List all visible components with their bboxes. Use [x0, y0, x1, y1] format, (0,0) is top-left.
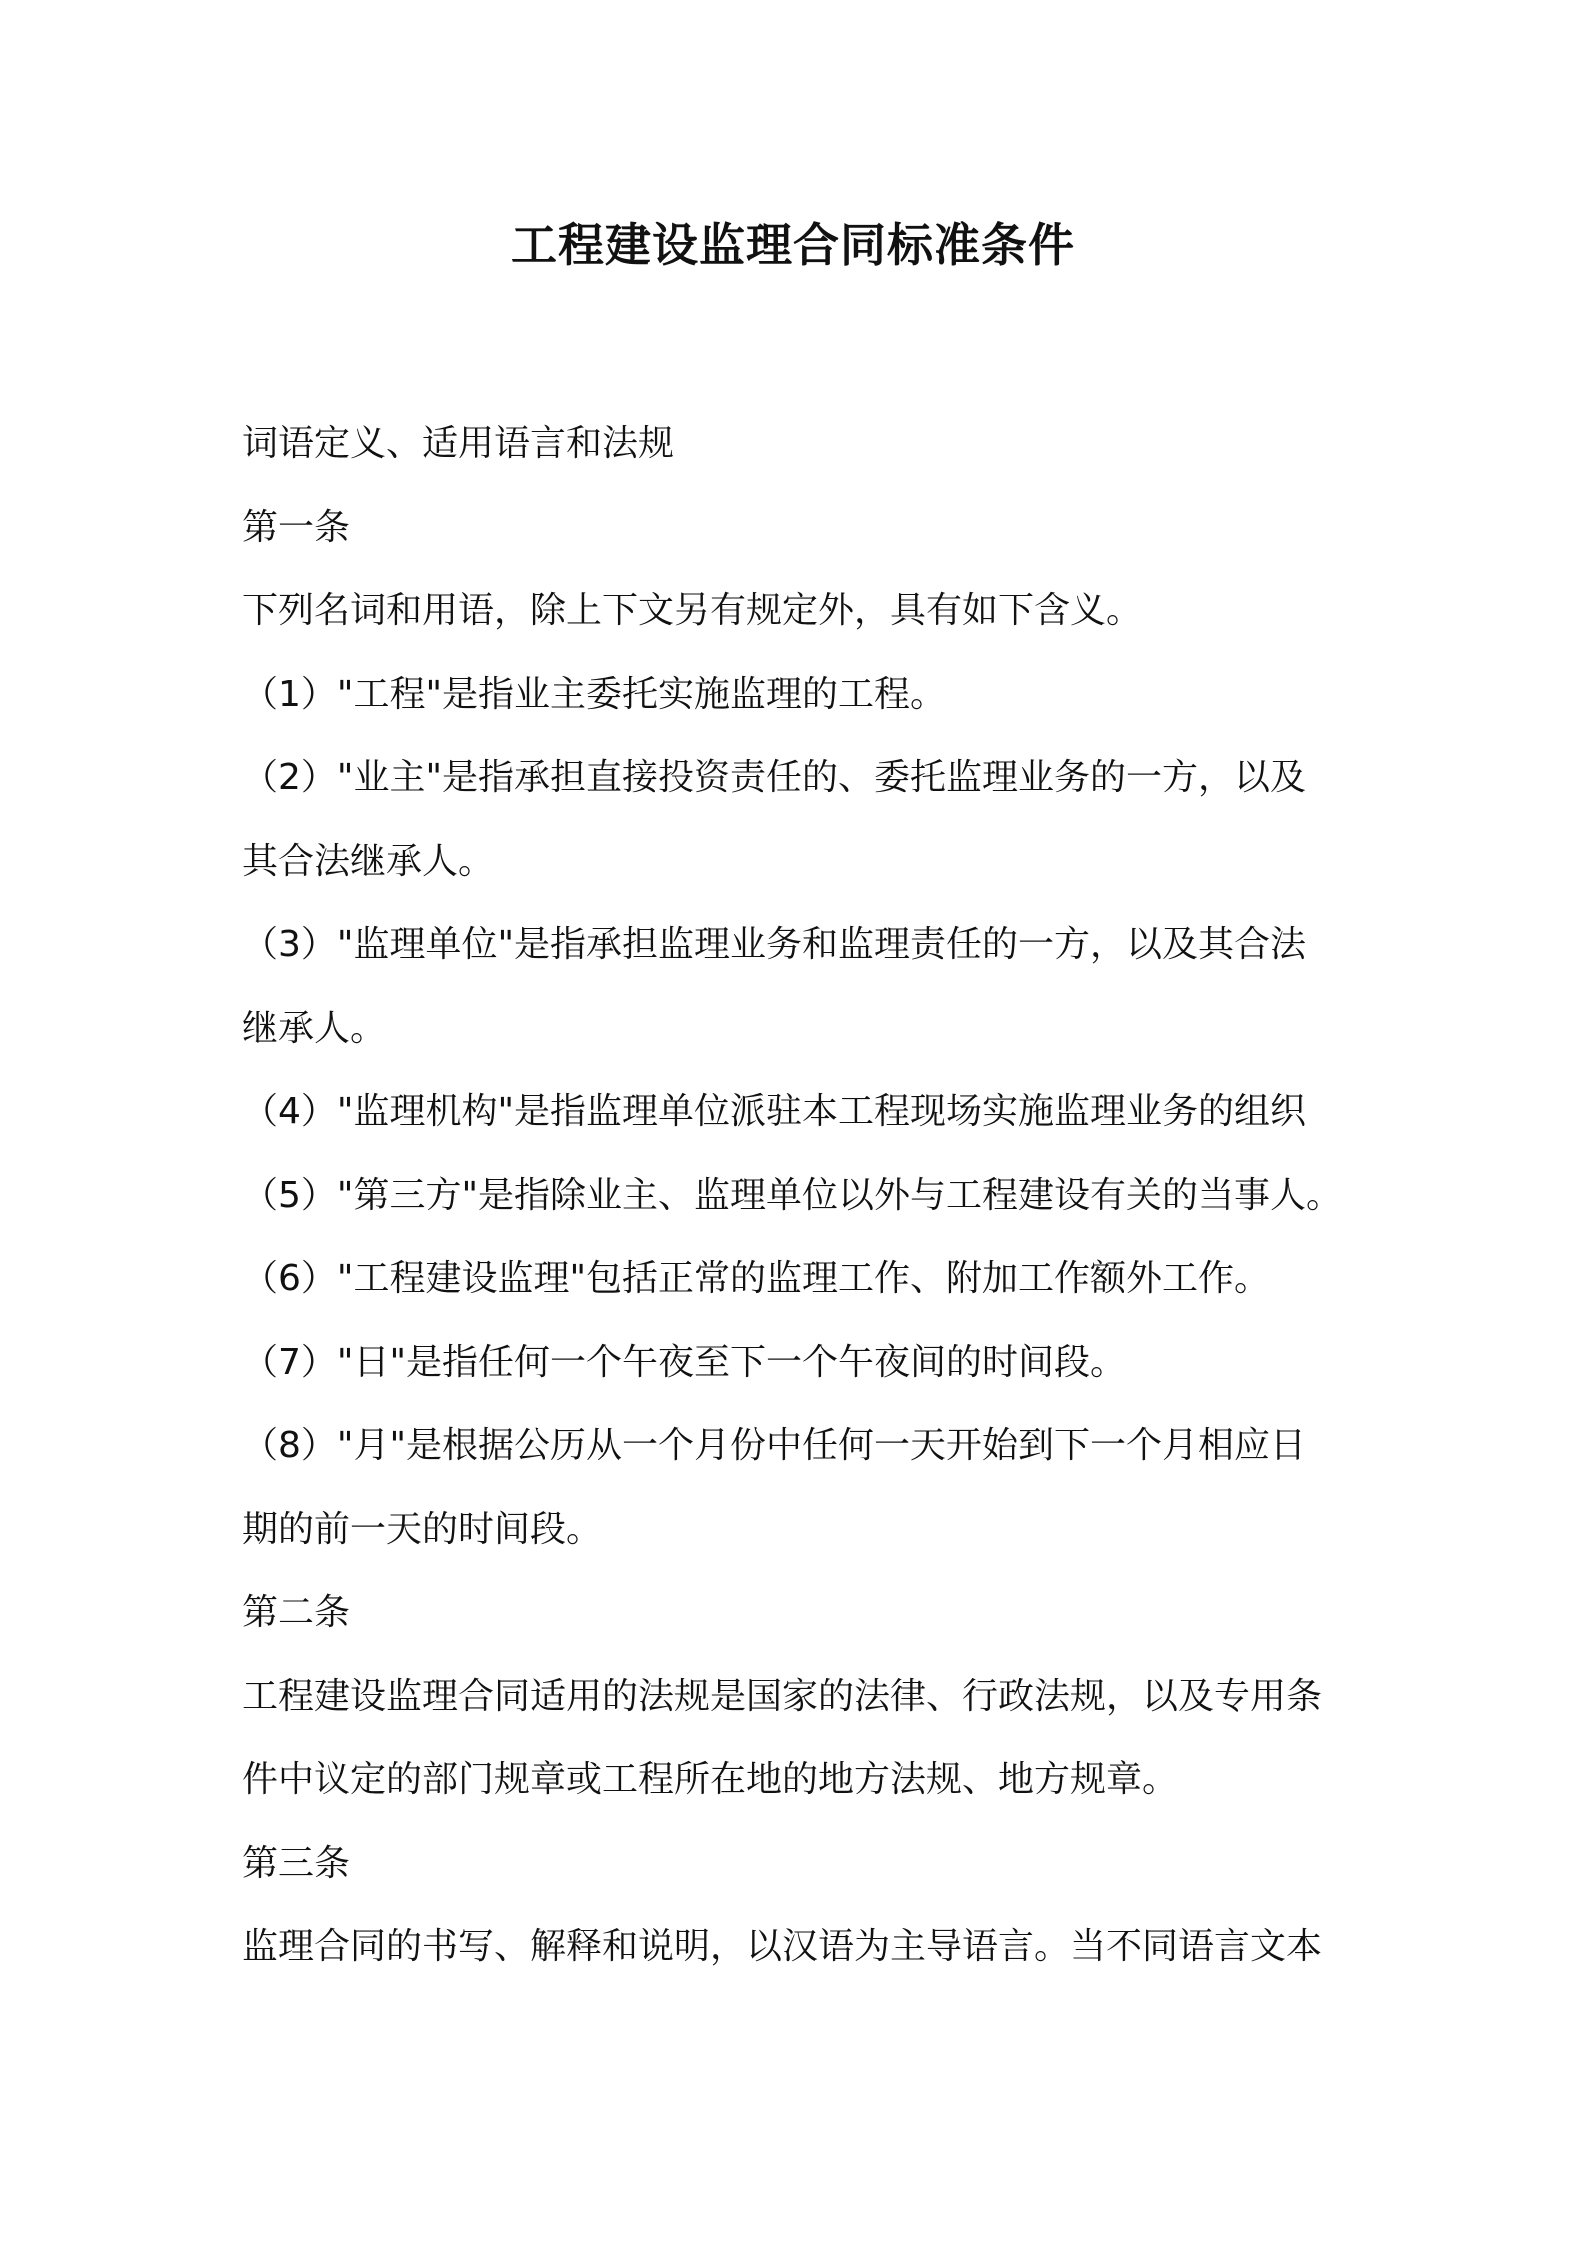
definition-item: （5）"第三方"是指除业主、监理单位以外与工程建设有关的当事人。	[242, 1174, 1343, 1216]
definition-item: （1）"工程"是指业主委托实施监理的工程。	[242, 673, 947, 715]
definition-item: （2）"业主"是指承担直接投资责任的、委托监理业务的一方，以及	[242, 757, 1307, 798]
paragraph-line: 下列名词和用语，除上下文另有规定外，具有如下含义。	[242, 590, 1143, 631]
document-body	[242, 402, 1362, 1989]
section-heading: 词语定义、适用语言和法规	[242, 423, 675, 464]
definition-item: （8）"月"是根据公历从一个月份中任何一天开始到下一个月相应日	[242, 1425, 1307, 1466]
paragraph-line: 期的前一天的时间段。	[242, 1508, 603, 1550]
definition-item: （6）"工程建设监理"包括正常的监理工作、附加工作额外工作。	[242, 1258, 1271, 1299]
definition-item: （7）"日"是指任何一个午夜至下一个午夜间的时间段。	[242, 1341, 1127, 1383]
paragraph-line: 件中议定的部门规章或工程所在地的地方法规、地方规章。	[242, 1759, 1179, 1800]
article-heading: 第一条	[242, 506, 351, 548]
definition-item: （3）"监理单位"是指承担监理业务和监理责任的一方，以及其合法	[242, 924, 1307, 965]
paragraph-line: 继承人。	[242, 1007, 387, 1049]
paragraph-line: 监理合同的书写、解释和说明，以汉语为主导语言。当不同语言文本	[242, 1926, 1323, 1967]
definition-item: （4）"监理机构"是指监理单位派驻本工程现场实施监理业务的组织	[242, 1091, 1307, 1132]
document-title: 工程建设监理合同标准条件	[511, 218, 1075, 272]
article-heading: 第二条	[242, 1592, 351, 1633]
article-heading: 第三条	[242, 1842, 351, 1884]
paragraph-line: 其合法继承人。	[242, 840, 495, 882]
paragraph-line: 工程建设监理合同适用的法规是国家的法律、行政法规，以及专用条	[242, 1675, 1323, 1717]
